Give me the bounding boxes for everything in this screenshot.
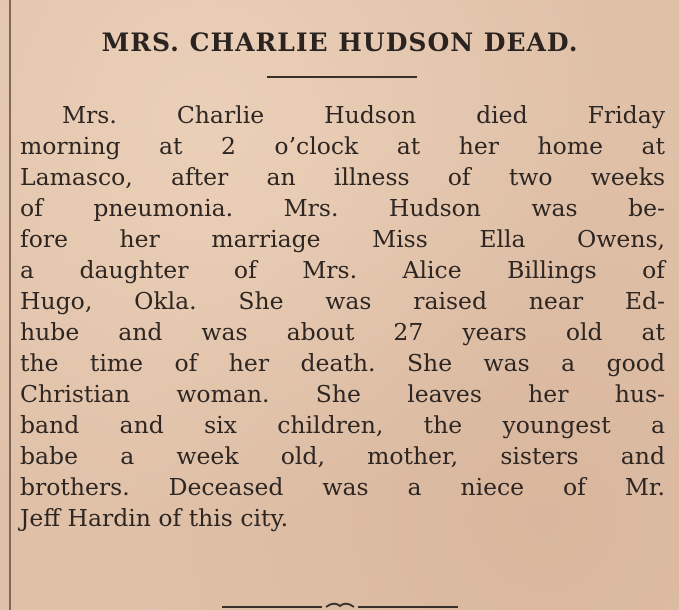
article-line: of pneumonia. Mrs. Hudson was be- (20, 194, 665, 222)
article-line: Hugo, Okla. She was raised near Ed- (20, 287, 665, 315)
article-line: the time of her death. She was a good (20, 349, 665, 377)
headline-divider (267, 76, 417, 78)
article-line: brothers. Deceased was a niece of Mr. (20, 473, 665, 501)
article-body (20, 100, 665, 534)
article-line: Mrs. Charlie Hudson died Friday (62, 101, 665, 129)
article-line: morning at 2 o’clock at her home at (20, 132, 665, 160)
column-rule (9, 0, 11, 610)
article-line: Jeff Hardin of this city. (20, 504, 289, 532)
article-line: Lamasco, after an illness of two weeks (20, 163, 665, 191)
article-line: babe a week old, mother, sisters and (20, 442, 665, 470)
article-line: hube and was about 27 years old at (20, 318, 665, 346)
headline: MRS. CHARLIE HUDSON DEAD. (101, 28, 579, 57)
article-line: Christian woman. She leaves her hus- (20, 380, 665, 408)
article-line: band and six children, the youngest a (20, 411, 665, 439)
article-line: a daughter of Mrs. Alice Billings of (20, 256, 665, 284)
article-line: fore her marriage Miss Ella Owens, (20, 225, 665, 253)
divider-ornament (222, 601, 458, 610)
